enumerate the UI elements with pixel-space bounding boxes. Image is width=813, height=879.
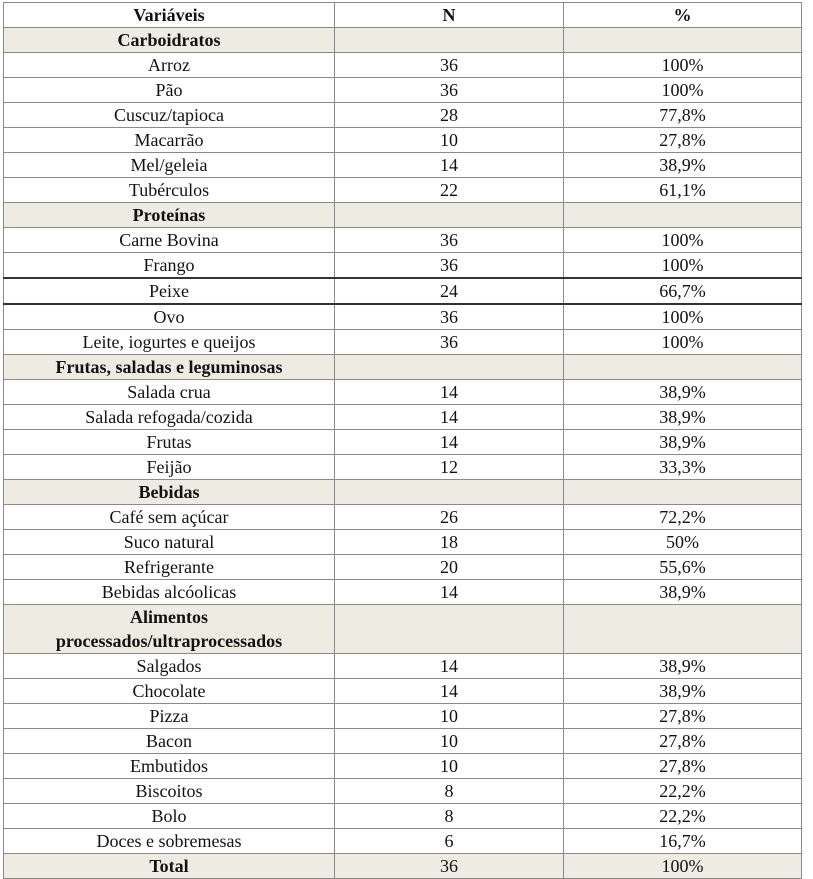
table-row (4, 103, 802, 128)
row-pct: 33,3% (564, 455, 802, 480)
row-pct: 100% (564, 304, 802, 330)
row-n: 18 (335, 530, 564, 555)
row-pct: 38,9% (564, 654, 802, 679)
row-label: Salada crua (4, 380, 335, 405)
section-empty-pct (564, 28, 802, 53)
table-row (4, 380, 802, 405)
table-row (4, 128, 802, 153)
section-title: Bebidas (4, 480, 335, 505)
row-pct: 72,2% (564, 505, 802, 530)
row-label: Chocolate (4, 679, 335, 704)
total-label: Total (4, 854, 335, 879)
row-label: Arroz (4, 53, 335, 78)
row-label: Feijão (4, 455, 335, 480)
row-n: 20 (335, 555, 564, 580)
row-label: Embutidos (4, 754, 335, 779)
section-row-carboidratos (4, 28, 802, 53)
row-n: 6 (335, 829, 564, 854)
row-pct: 100% (564, 53, 802, 78)
row-pct: 50% (564, 530, 802, 555)
row-label: Peixe (4, 278, 335, 304)
header-variaveis: Variáveis (4, 3, 335, 28)
row-n: 10 (335, 754, 564, 779)
row-n: 14 (335, 580, 564, 605)
table-row (4, 729, 802, 754)
row-n: 14 (335, 679, 564, 704)
row-pct: 38,9% (564, 679, 802, 704)
row-label: Bebidas alcóolicas (4, 580, 335, 605)
row-pct: 77,8% (564, 103, 802, 128)
row-pct: 27,8% (564, 729, 802, 754)
row-label: Cuscuz/tapioca (4, 103, 335, 128)
section-title: Frutas, saladas e leguminosas (4, 355, 335, 380)
row-n: 36 (335, 253, 564, 279)
row-n: 26 (335, 505, 564, 530)
section-empty-pct (564, 203, 802, 228)
section-title (4, 605, 335, 654)
total-pct: 100% (564, 854, 802, 879)
table-row (4, 430, 802, 455)
row-n: 12 (335, 455, 564, 480)
section-title-line-1: Alimentos (130, 607, 208, 627)
table-row (4, 530, 802, 555)
table-row (4, 654, 802, 679)
row-label: Macarrão (4, 128, 335, 153)
table-row (4, 78, 802, 103)
row-pct: 38,9% (564, 580, 802, 605)
row-label: Biscoitos (4, 779, 335, 804)
table-row (4, 804, 802, 829)
row-pct: 100% (564, 253, 802, 279)
table-row (4, 505, 802, 530)
row-pct: 38,9% (564, 430, 802, 455)
row-label: Frutas (4, 430, 335, 455)
header-pct: % (564, 3, 802, 28)
row-n: 8 (335, 804, 564, 829)
row-pct: 27,8% (564, 704, 802, 729)
row-n: 14 (335, 654, 564, 679)
row-pct: 66,7% (564, 278, 802, 304)
row-pct: 27,8% (564, 128, 802, 153)
row-label: Carne Bovina (4, 228, 335, 253)
row-label: Doces e sobremesas (4, 829, 335, 854)
row-n: 14 (335, 405, 564, 430)
row-n: 36 (335, 304, 564, 330)
row-label: Pizza (4, 704, 335, 729)
row-n: 36 (335, 78, 564, 103)
section-empty-pct (564, 355, 802, 380)
section-row-frutas-saladas-leguminosas (4, 355, 802, 380)
section-empty-n (335, 355, 564, 380)
row-pct: 61,1% (564, 178, 802, 203)
row-pct: 16,7% (564, 829, 802, 854)
section-empty-n (335, 203, 564, 228)
row-label: Ovo (4, 304, 335, 330)
row-n: 8 (335, 779, 564, 804)
section-empty-n (335, 28, 564, 53)
row-label: Salgados (4, 654, 335, 679)
row-pct: 55,6% (564, 555, 802, 580)
section-empty-n (335, 480, 564, 505)
section-row-alimentos-processados (4, 605, 802, 654)
table-row (4, 779, 802, 804)
row-label: Suco natural (4, 530, 335, 555)
row-pct: 27,8% (564, 754, 802, 779)
total-n: 36 (335, 854, 564, 879)
row-n: 10 (335, 729, 564, 754)
section-empty-n (335, 605, 564, 654)
row-label: Refrigerante (4, 555, 335, 580)
row-n: 36 (335, 228, 564, 253)
row-n: 24 (335, 278, 564, 304)
row-label: Salada refogada/cozida (4, 405, 335, 430)
row-pct: 38,9% (564, 153, 802, 178)
section-row-proteinas (4, 203, 802, 228)
row-pct: 100% (564, 330, 802, 355)
table-row (4, 228, 802, 253)
table-row (4, 829, 802, 854)
row-label: Tubérculos (4, 178, 335, 203)
row-n: 14 (335, 430, 564, 455)
table-row (4, 178, 802, 203)
row-n: 36 (335, 330, 564, 355)
table-row (4, 278, 802, 304)
row-label: Pão (4, 78, 335, 103)
row-pct: 100% (564, 78, 802, 103)
table-row (4, 405, 802, 430)
header-row (4, 3, 802, 28)
row-pct: 38,9% (564, 405, 802, 430)
row-n: 28 (335, 103, 564, 128)
row-n: 14 (335, 380, 564, 405)
row-n: 36 (335, 53, 564, 78)
row-n: 14 (335, 153, 564, 178)
header-n: N (335, 3, 564, 28)
table-row (4, 330, 802, 355)
table-row (4, 53, 802, 78)
table-row (4, 153, 802, 178)
row-n: 22 (335, 178, 564, 203)
row-label: Café sem açúcar (4, 505, 335, 530)
food-consumption-table (3, 2, 802, 879)
row-pct: 22,2% (564, 779, 802, 804)
row-pct: 22,2% (564, 804, 802, 829)
table-row (4, 253, 802, 279)
section-empty-pct (564, 480, 802, 505)
section-title: Carboidratos (4, 28, 335, 53)
row-label: Leite, iogurtes e queijos (4, 330, 335, 355)
section-empty-pct (564, 605, 802, 654)
row-n: 10 (335, 128, 564, 153)
row-label: Bacon (4, 729, 335, 754)
table-row (4, 704, 802, 729)
table-row (4, 304, 802, 330)
section-row-bebidas (4, 480, 802, 505)
row-label: Bolo (4, 804, 335, 829)
row-pct: 38,9% (564, 380, 802, 405)
table-row (4, 679, 802, 704)
table-row (4, 455, 802, 480)
row-pct: 100% (564, 228, 802, 253)
table-row (4, 754, 802, 779)
section-title: Proteínas (4, 203, 335, 228)
section-title-line-2: processados/ultraprocessados (55, 631, 283, 651)
row-label: Frango (4, 253, 335, 279)
row-label: Mel/geleia (4, 153, 335, 178)
table-row (4, 555, 802, 580)
total-row (4, 854, 802, 879)
table-row (4, 580, 802, 605)
row-n: 10 (335, 704, 564, 729)
